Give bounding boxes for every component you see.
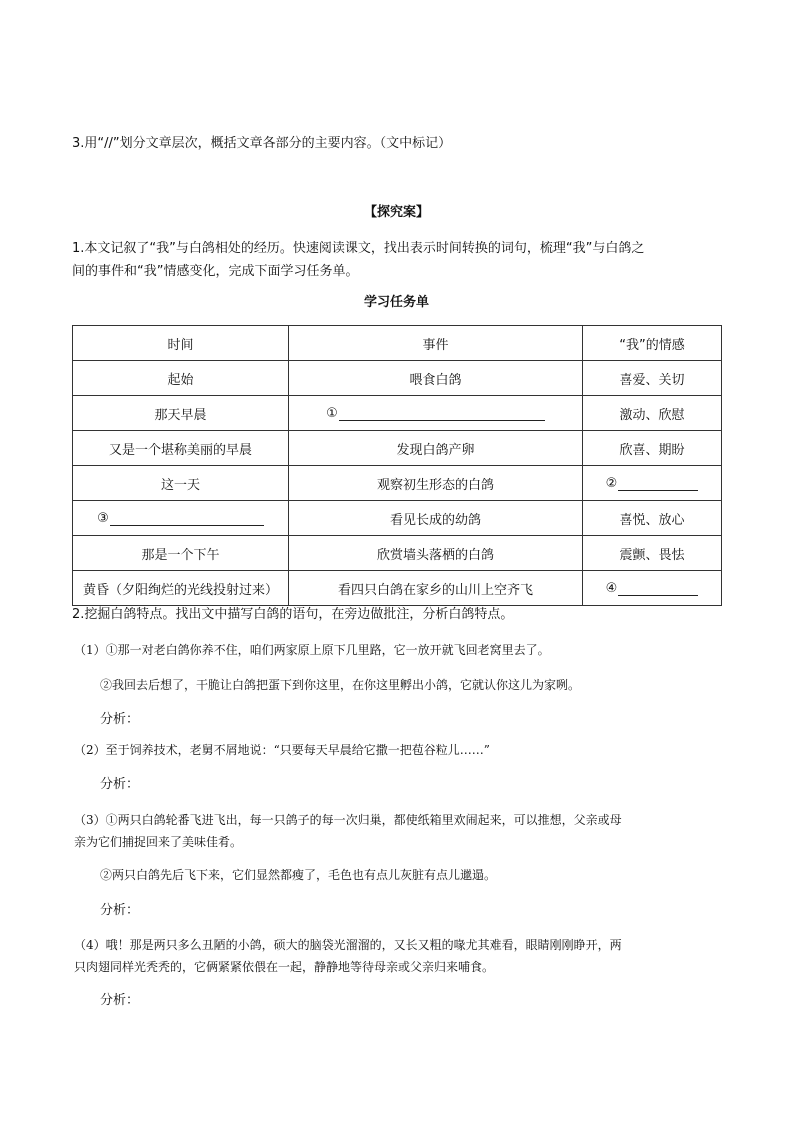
item1-sentence-b: ②我回去后想了，干脆让白鸽把蛋下到你这里，在你这里孵出小鸽，它就认你这儿为家咧。 xyxy=(100,678,581,692)
cell-emotion-blank[interactable] xyxy=(583,571,722,606)
cell-event: 看见长成的幼鸽 xyxy=(289,501,583,536)
fill-in-line[interactable] xyxy=(618,476,698,491)
header-emotion: “我”的情感 xyxy=(583,326,722,361)
task-table xyxy=(72,325,722,606)
fill-in-line[interactable] xyxy=(110,511,264,526)
table-row xyxy=(73,431,722,466)
table-header-row xyxy=(73,326,722,361)
table-row xyxy=(73,536,722,571)
table-row xyxy=(73,396,722,431)
item4-sentence-line1: （4）哦！那是两只多么丑陋的小鸽，硕大的脑袋光溜溜的，又长又粗的喙尤其难看，眼睛刚刚睁开，两 xyxy=(74,938,622,952)
item3-sentence-a-line1: （3）①两只白鸽轮番飞进飞出，每一只鸽子的每一次归巢，都使纸箱里欢闹起来，可以推想，父亲或母 xyxy=(74,813,622,827)
cell-time: 又是一个堪称美丽的早晨 xyxy=(73,431,289,466)
item3-sentence-a-line2: 亲为它们捕捉回来了美味佳肴。 xyxy=(74,835,243,849)
cell-event: 观察初生形态的白鸽 xyxy=(289,466,583,501)
task1-text-line1: 1.本文记叙了“我”与白鸽相处的经历。快速阅读课文，找出表示时间转换的词句，梳理“我”与白鸽之 xyxy=(72,241,645,256)
task1-text-line2: 间的事件和“我”情感变化，完成下面学习任务单。 xyxy=(72,264,359,279)
cell-emotion: 喜爱、关切 xyxy=(583,361,722,396)
table-row xyxy=(73,466,722,501)
item4-sentence-line2: 只肉翅同样光秃秃的，它俩紧紧依偎在一起，静静地等待母亲或父亲归来哺食。 xyxy=(74,960,495,974)
cell-event: 发现白鸽产卵 xyxy=(289,431,583,466)
section-title: 【探究案】 xyxy=(363,205,429,220)
blank-number: ② xyxy=(605,475,618,491)
fill-in-line[interactable] xyxy=(339,406,545,421)
cell-emotion: 喜悦、放心 xyxy=(583,501,722,536)
table-row xyxy=(73,501,722,536)
task2-title: 2.挖掘白鸽特点。找出文中描写白鸽的语句，在旁边做批注，分析白鸽特点。 xyxy=(72,607,514,622)
cell-time: 起始 xyxy=(73,361,289,396)
cell-event: 看四只白鸽在家乡的山川上空齐飞 xyxy=(289,571,583,606)
cell-event: 欣赏墙头落栖的白鸽 xyxy=(289,536,583,571)
blank-number: ③ xyxy=(97,510,109,526)
cell-event-blank[interactable] xyxy=(289,396,583,431)
table-row xyxy=(73,571,722,606)
item3-sentence-b: ②两只白鸽先后飞下来，它们显然都瘦了，毛色也有点儿灰脏有点儿邋遢。 xyxy=(100,868,497,882)
cell-time-blank[interactable] xyxy=(73,501,289,536)
cell-time: 那天早晨 xyxy=(73,396,289,431)
item2-sentence: （2）至于饲养技术，老舅不屑地说：“只要每天早晨给它撒一把苞谷粒儿……” xyxy=(74,743,490,757)
analysis-label-4: 分析： xyxy=(100,993,140,1008)
question-3: 3.用“//”划分文章层次，概括文章各部分的主要内容。（文中标记） xyxy=(72,136,452,151)
analysis-label-3: 分析： xyxy=(100,903,140,918)
header-event: 事件 xyxy=(289,326,583,361)
fill-in-line[interactable] xyxy=(618,581,698,596)
cell-emotion-blank[interactable] xyxy=(583,466,722,501)
cell-time: 那是一个下午 xyxy=(73,536,289,571)
cell-emotion: 欣喜、期盼 xyxy=(583,431,722,466)
analysis-label-1: 分析： xyxy=(100,712,140,727)
item1-sentence-a: （1）①那一对老白鸽你养不住，咱们两家原上原下几里路，它一放开就飞回老窝里去了。 xyxy=(74,643,550,657)
cell-event: 喂食白鸽 xyxy=(289,361,583,396)
blank-number: ④ xyxy=(605,580,618,596)
table-row xyxy=(73,361,722,396)
cell-emotion: 震颤、畏怯 xyxy=(583,536,722,571)
analysis-label-2: 分析： xyxy=(100,777,140,792)
cell-time: 黄昏（夕阳绚烂的光线投射过来） xyxy=(73,571,289,606)
blank-number: ① xyxy=(326,405,338,421)
cell-time: 这一天 xyxy=(73,466,289,501)
header-time: 时间 xyxy=(73,326,289,361)
cell-emotion: 激动、欣慰 xyxy=(583,396,722,431)
table-title: 学习任务单 xyxy=(363,295,429,310)
